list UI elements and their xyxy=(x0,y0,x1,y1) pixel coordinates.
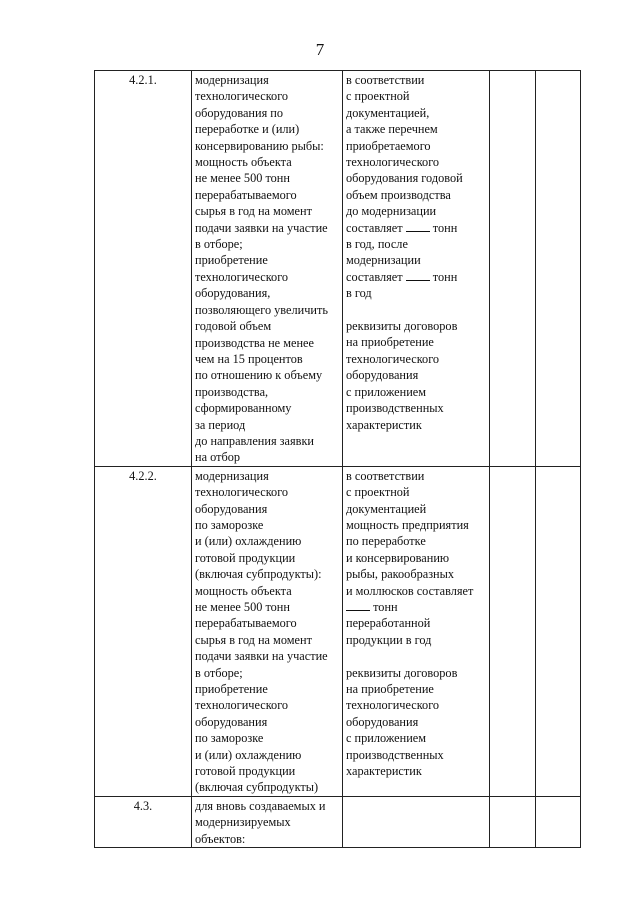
description-line: модернизация xyxy=(195,73,269,87)
fill-in-blank xyxy=(346,599,370,611)
description-line: оборудования, xyxy=(195,286,271,301)
description-line: за период xyxy=(195,417,246,432)
requirement-line: технологического xyxy=(346,351,440,366)
description-line: приобретение xyxy=(195,682,268,697)
description-line: перерабатываемого xyxy=(195,187,297,202)
table-row-4-2-1 xyxy=(95,71,581,467)
description-line: технологического xyxy=(195,485,289,500)
description-line: оборудования xyxy=(195,501,268,516)
description-line: и (или) охлаждению xyxy=(195,747,302,762)
description-line: готовой продукции xyxy=(195,550,296,565)
description-line: годовой объем xyxy=(195,319,272,334)
requirement-line: и моллюсков составляет xyxy=(346,583,474,598)
description-line: по заморозке xyxy=(195,517,264,532)
requirement-line: на приобретение xyxy=(346,682,434,697)
requirement-line: мощность предприятия xyxy=(346,517,469,532)
description-line: объектов: xyxy=(195,831,246,846)
description-line: подачи заявки на участие xyxy=(195,649,328,664)
description-line: приобретение xyxy=(195,253,268,268)
requirement-line: на приобретение xyxy=(346,335,434,350)
description-line: для вновь создаваемых и xyxy=(195,798,326,813)
requirement-line: объем производства xyxy=(346,187,451,202)
description-line: позволяющего увеличить xyxy=(195,302,328,317)
description-line: готовой продукции xyxy=(195,764,296,779)
empty-cell xyxy=(490,466,536,796)
row-description xyxy=(192,796,343,847)
requirement-text: тонн xyxy=(432,269,458,284)
description-line: по отношению к объему xyxy=(195,368,323,383)
empty-cell xyxy=(490,796,536,847)
row-requirement xyxy=(343,71,490,467)
requirement-line: модернизации xyxy=(346,253,421,268)
requirement-line: в год, после xyxy=(346,237,408,252)
requirement-line: производственных xyxy=(346,747,444,762)
spacer xyxy=(346,648,486,664)
spacer xyxy=(346,302,486,318)
row-number: 4.2.1. xyxy=(95,71,192,467)
requirement-line-with-blank xyxy=(346,599,486,615)
requirement-line: продукции в год xyxy=(346,632,432,647)
requirement-line: приобретаемого xyxy=(346,138,431,153)
description-line: технологического xyxy=(195,89,289,104)
description-line: (включая субпродукты) xyxy=(195,780,319,795)
description-line: сырья в год на момент xyxy=(195,204,312,219)
description-line: производства не менее xyxy=(195,335,314,350)
description-line: оборудования по xyxy=(195,105,284,120)
row-number: 4.3. xyxy=(95,796,192,847)
description-line: в отборе; xyxy=(195,237,243,252)
requirement-line: характеристик xyxy=(346,417,422,432)
description-line: не менее 500 тонн xyxy=(195,600,290,614)
row-requirement xyxy=(343,466,490,796)
table-row-4-2-2 xyxy=(95,466,581,796)
requirement-line: реквизиты договоров xyxy=(346,665,458,680)
empty-cell xyxy=(343,796,490,847)
description-line: технологического xyxy=(195,269,289,284)
requirement-line: по переработке xyxy=(346,534,426,549)
requirement-text: составляет xyxy=(346,269,403,284)
description-line: сырья в год на момент xyxy=(195,632,312,647)
description-line: перерабатываемого xyxy=(195,616,297,631)
requirement-text: тонн xyxy=(432,220,458,235)
description-line: производства, xyxy=(195,384,269,399)
requirement-line: оборудования xyxy=(346,368,419,383)
empty-cell xyxy=(536,466,581,796)
requirement-line: технологического xyxy=(346,155,440,170)
row-description xyxy=(192,71,343,467)
requirement-line: с приложением xyxy=(346,384,427,399)
requirement-line: с приложением xyxy=(346,731,427,746)
requirement-line: технологического xyxy=(346,698,440,713)
requirement-line: оборудования годовой xyxy=(346,171,463,186)
requirement-line: в соответствии xyxy=(346,73,425,87)
description-line: консервированию рыбы: xyxy=(195,138,324,153)
requirement-line: производственных xyxy=(346,401,444,416)
requirement-line: документацией, xyxy=(346,105,430,120)
fill-in-blank xyxy=(406,220,430,232)
description-line: мощность объекта xyxy=(195,583,292,598)
empty-cell xyxy=(536,71,581,467)
requirement-line: характеристик xyxy=(346,764,422,779)
description-line: не менее 500 тонн xyxy=(195,171,290,186)
requirement-line: оборудования xyxy=(346,714,419,729)
requirement-line: до модернизации xyxy=(346,204,437,219)
requirement-text: тонн xyxy=(373,600,398,614)
requirement-line: с проектной xyxy=(346,89,410,104)
row-description xyxy=(192,466,343,796)
description-line: сформированному xyxy=(195,401,292,416)
page-number: 7 xyxy=(315,40,325,59)
requirement-line: а также перечнем xyxy=(346,122,438,137)
requirement-line: в год xyxy=(346,286,372,301)
description-line: мощность объекта xyxy=(195,155,292,170)
empty-cell xyxy=(536,796,581,847)
requirement-line-with-blank xyxy=(346,220,486,236)
requirement-line: и консервированию xyxy=(346,550,450,565)
requirement-line: с проектной xyxy=(346,485,410,500)
description-line: модернизируемых xyxy=(195,815,291,830)
description-line: в отборе; xyxy=(195,665,243,680)
requirement-line: в соответствии xyxy=(346,468,425,483)
requirements-table xyxy=(94,70,581,848)
description-line: оборудования xyxy=(195,714,268,729)
empty-cell xyxy=(490,71,536,467)
requirement-line: документацией xyxy=(346,501,427,516)
requirement-line: рыбы, ракообразных xyxy=(346,567,455,582)
description-line: до направления заявки xyxy=(195,433,315,448)
requirement-text: составляет xyxy=(346,220,403,235)
description-line: и (или) охлаждению xyxy=(195,534,302,549)
row-number: 4.2.2. xyxy=(95,466,192,796)
description-line: модернизация xyxy=(195,468,269,483)
description-line: технологического xyxy=(195,698,289,713)
description-line: подачи заявки на участие xyxy=(195,220,328,235)
description-line: на отбор xyxy=(195,450,241,465)
table-row-4-3 xyxy=(95,796,581,847)
description-line: переработке и (или) xyxy=(195,122,300,137)
requirement-line: реквизиты договоров xyxy=(346,319,458,334)
description-line: (включая субпродукты): xyxy=(195,567,322,582)
fill-in-blank xyxy=(406,269,430,281)
requirement-line: переработанной xyxy=(346,616,431,631)
description-line: по заморозке xyxy=(195,731,264,746)
description-line: чем на 15 процентов xyxy=(195,351,303,366)
requirement-line-with-blank xyxy=(346,269,486,285)
